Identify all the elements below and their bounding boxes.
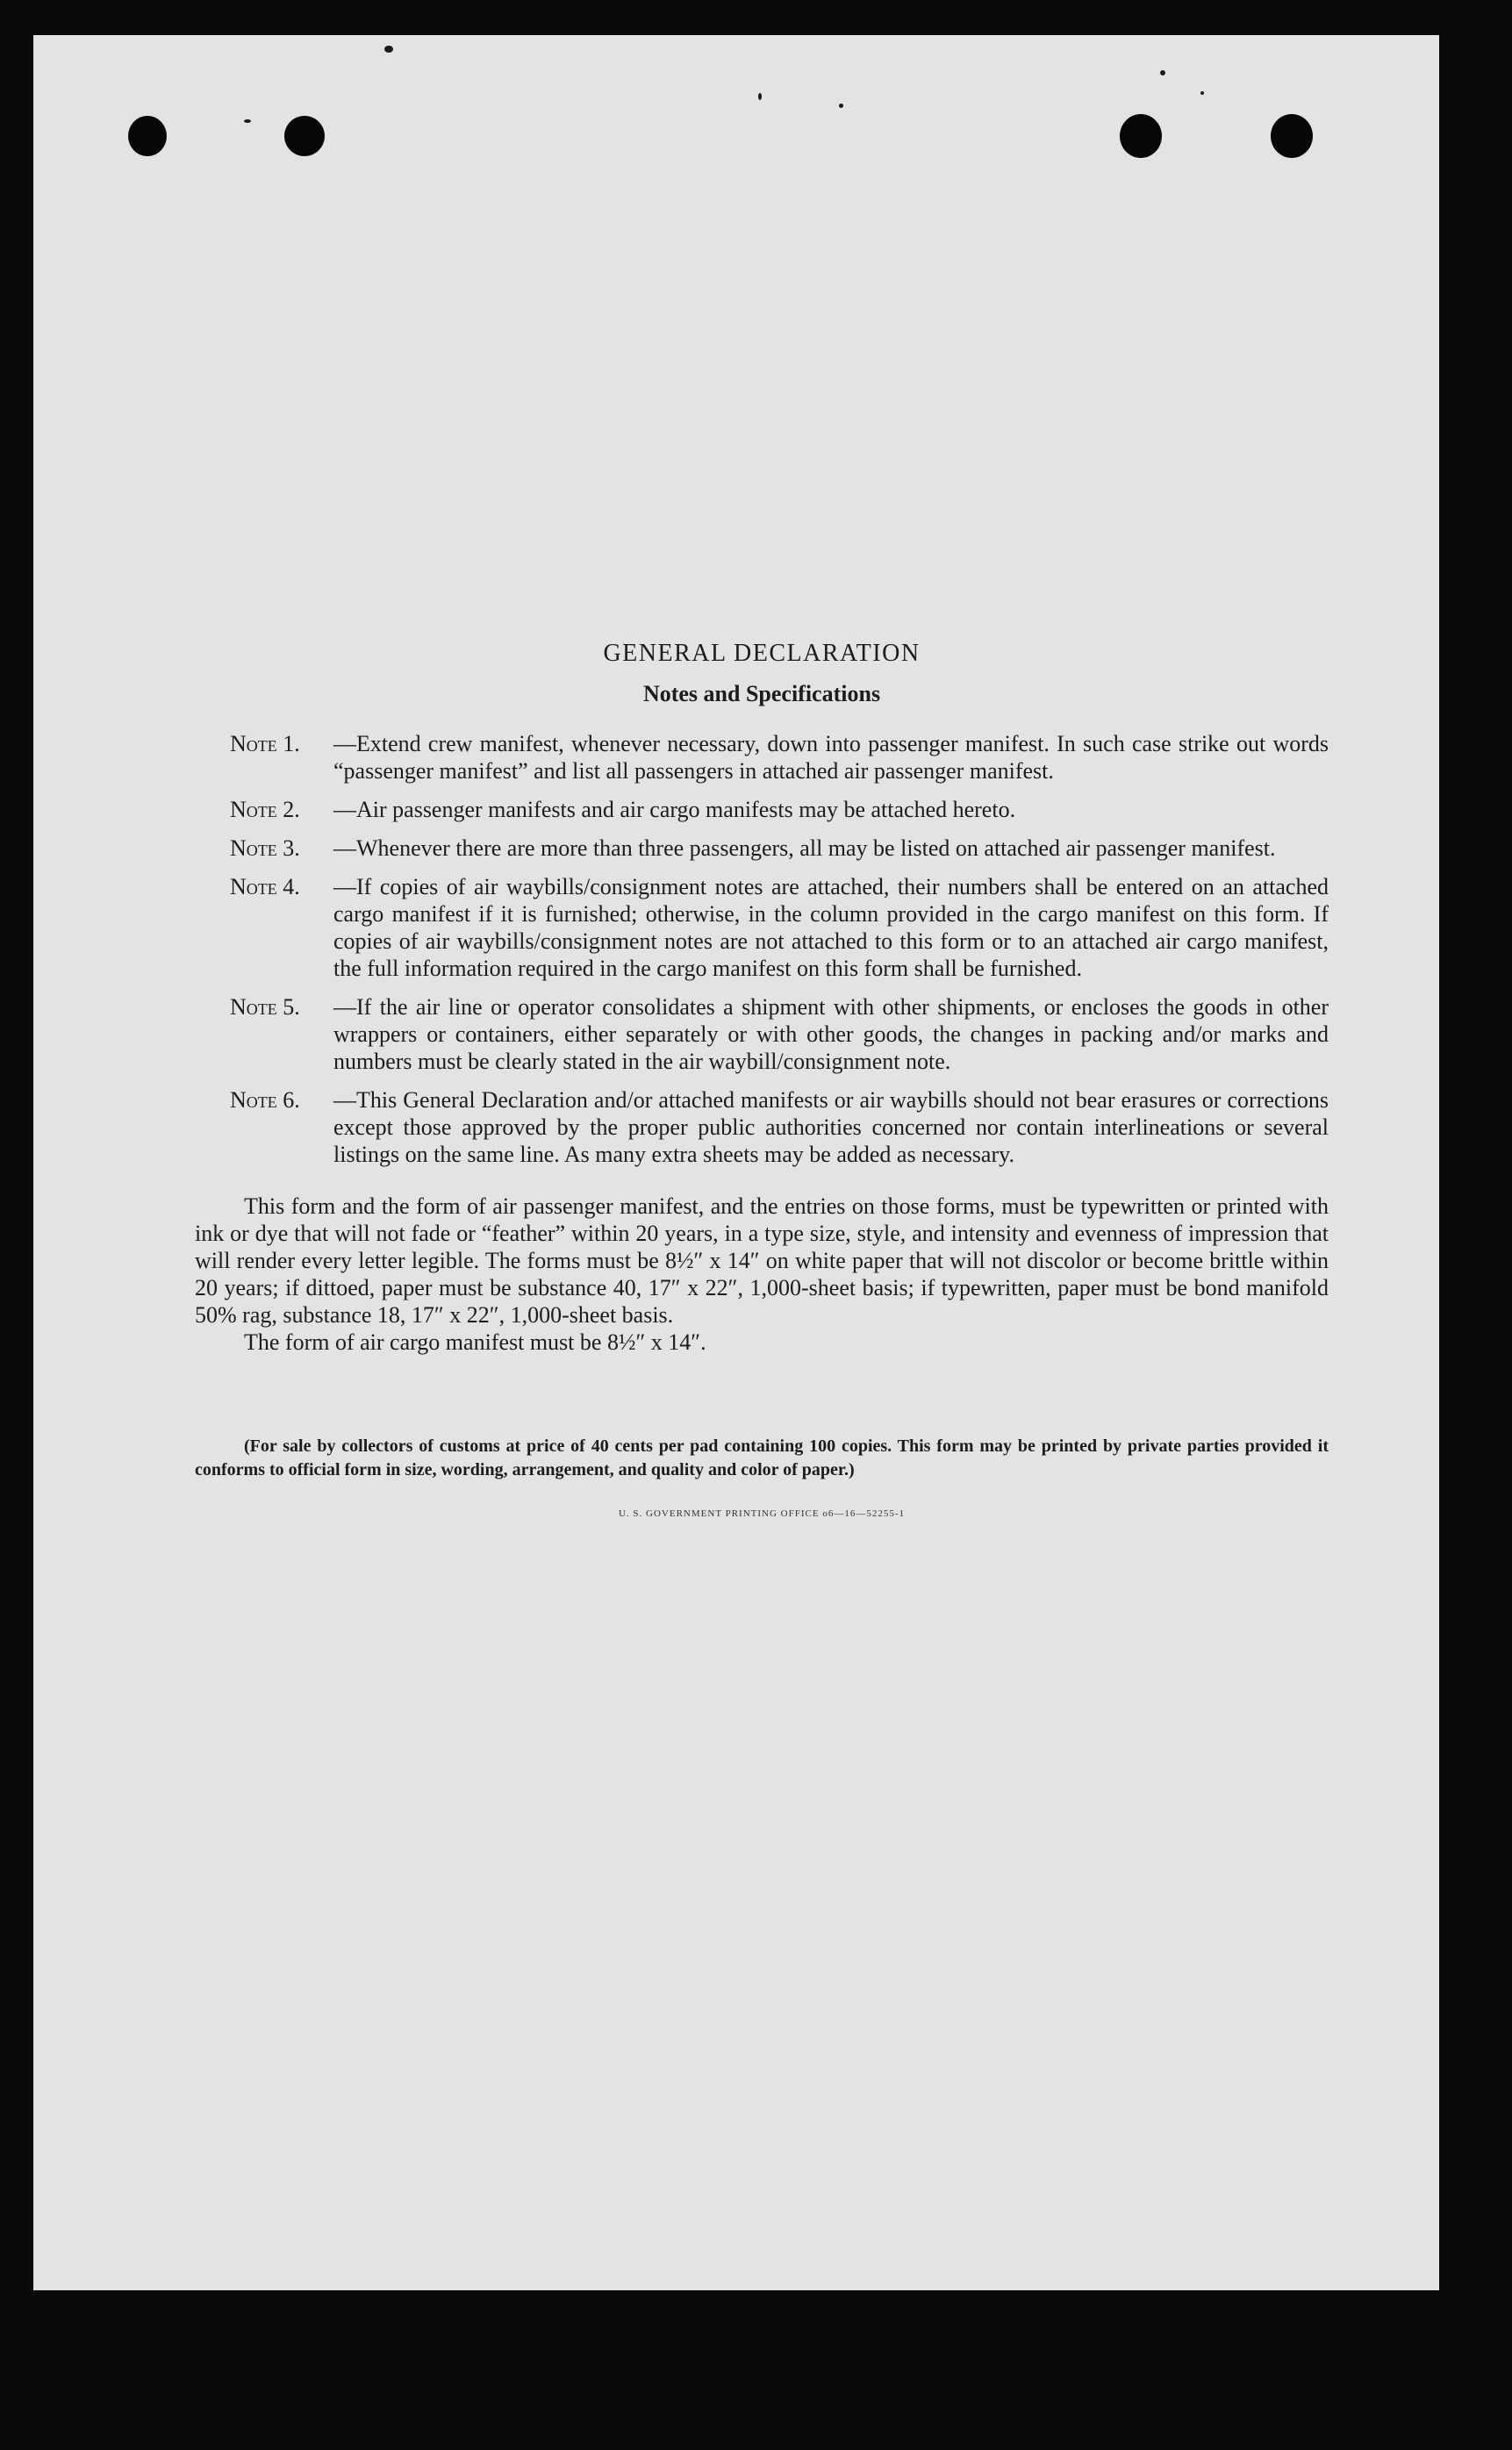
declaration-notes <box>195 637 1329 1519</box>
note-4 <box>195 873 1329 982</box>
ink-speck <box>1200 91 1204 95</box>
note-label: Note 4. <box>230 874 300 899</box>
note-text: —This General Declaration and/or attached manifests or air waybills should not bear erasures or corrections except those approved by the proper public authorities concerned nor contain interlineations or several listings on the same line. As many extra sheets may be added as necessary. <box>333 1087 1329 1167</box>
note-label: Note 5. <box>230 994 300 1020</box>
document-sheet <box>33 35 1439 2290</box>
note-label: Note 6. <box>230 1087 300 1113</box>
note-5 <box>195 993 1329 1075</box>
punch-hole-right-1 <box>1120 114 1162 158</box>
note-label: Note 1. <box>230 731 300 756</box>
punch-hole-right-2 <box>1271 114 1313 158</box>
page-title: GENERAL DECLARATION <box>603 640 921 667</box>
ink-speck <box>1160 70 1165 75</box>
specifications-paragraph: This form and the form of air passenger manifest, and the entries on those forms, must be typewritten or printed with ink or dye that will not fade or “feather” within 20 years, in a type size, style, and intensity and evenness of impression that will render every letter legible. The forms must be 8½″ x 14″ on white paper that will not discolor or become brittle within 20 years; if dittoed, paper must be substance 40, 17″ x 22″, 1,000-sheet basis; if typewritten, paper must be bond manifold 50% rag, substance 18, 17″ x 22″, 1,000-sheet basis. <box>195 1193 1329 1328</box>
page-subtitle: Notes and Specifications <box>642 681 881 706</box>
note-3 <box>195 835 1329 862</box>
note-text: —Air passenger manifests and air cargo manifests may be attached hereto. <box>333 797 1016 822</box>
ink-speck <box>244 119 251 123</box>
note-text: —Whenever there are more than three passengers, all may be listed on attached air passenger manifest. <box>333 835 1276 861</box>
note-1 <box>195 730 1329 784</box>
note-label: Note 3. <box>230 835 300 861</box>
sale-notice: (For sale by collectors of customs at price of 40 cents per pad containing 100 copies. This form may be printed by private parties provided it conforms to official form in size, wording, arrangement, and quality and color of paper.) <box>195 1436 1329 1479</box>
note-label: Note 2. <box>230 797 300 822</box>
note-6 <box>195 1086 1329 1168</box>
punch-hole-left-1 <box>128 116 167 156</box>
ink-speck <box>384 46 393 53</box>
note-text: —Extend crew manifest, whenever necessary, down into passenger manifest. In such case strike out words “passenger manifest” and list all passengers in attached air passenger manifest. <box>333 731 1329 784</box>
ink-speck <box>758 93 762 100</box>
cargo-manifest-size-paragraph: The form of air cargo manifest must be 8½″ x 14″. <box>244 1329 706 1355</box>
note-2 <box>195 796 1329 823</box>
ink-speck <box>839 104 843 108</box>
note-text: —If the air line or operator consolidates a shipment with other shipments, or encloses the goods in other wrappers or containers, either separately or with other goods, the changes in packing and/or marks and numbers must be clearly stated in the air waybill/consignment note. <box>333 994 1329 1074</box>
printing-office-imprint: U. S. GOVERNMENT PRINTING OFFICE o6—16—52255-1 <box>618 1508 905 1519</box>
punch-hole-left-2 <box>284 116 325 156</box>
note-text: —If copies of air waybills/consignment notes are attached, their numbers shall be entered on an attached cargo manifest if it is furnished; otherwise, in the column provided in the cargo manifest on this form. If copies of air waybills/consignment notes are not attached to this form or to an attached air cargo manifest, the full information required in the cargo manifest on this form shall be furnished. <box>333 874 1329 981</box>
